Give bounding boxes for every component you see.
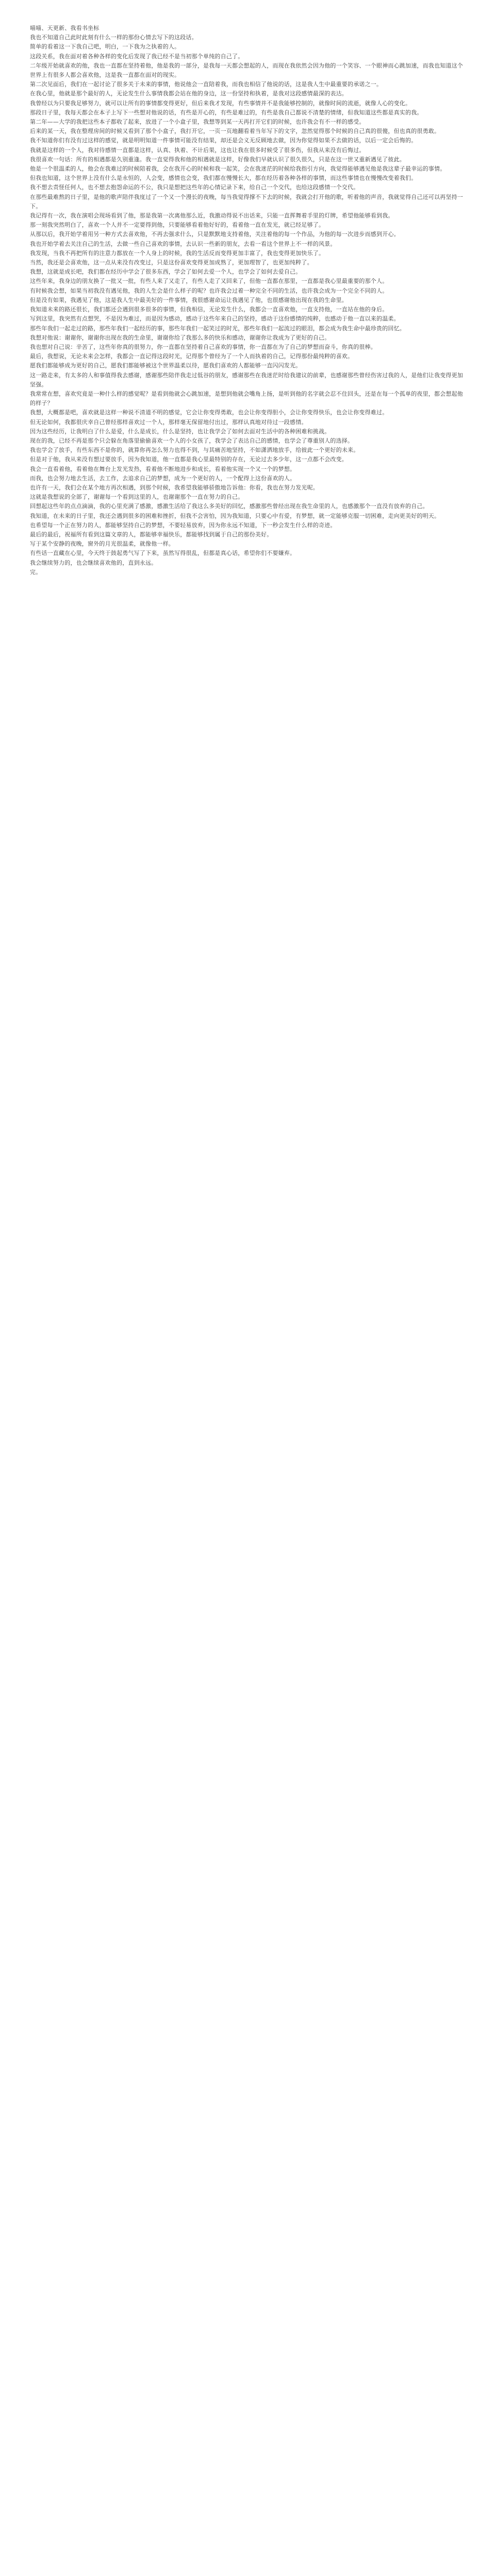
article-paragraph: 我会一直看着他，看着他在舞台上发光发热，看着他不断地进步和成长，看着他实现一个又一个的梦想。 — [30, 465, 296, 472]
article-paragraph: 我想，大概都是吧，喜欢就是这样一种说不清道不明的感觉，它会让你变得勇敢，也会让你变得胆小，会让你变得快乐，也会让你变得难过。 — [30, 409, 388, 416]
article-paragraph: 第二年——大学的我把这些本子都收了起来，放进了一个小盒子里，我想等到某一天再打开它们的时候，也许我会有不一样的感受。 — [30, 118, 365, 126]
article-paragraph: 但是对于他，我从来没有想过要放手，因为我知道，他一直都是我心里最特别的存在，无论过去多少年，这一点都不会改变。 — [30, 456, 348, 463]
article-paragraph: 简单的看着这一下我自己吧，明白，一下我为之执着的人。 — [30, 43, 180, 50]
article-paragraph: 最后的最后，祝福所有看到这篇文章的人，都能够幸福快乐，都能够找到属于自己的那份美好。 — [30, 531, 273, 538]
article-header: 喵喵、天更新、我看书坐标 — [30, 25, 100, 31]
article-paragraph: 现在的我，已经不再是那个只会躲在角落里偷偷喜欢一个人的小女孩了，我学会了表达自己的感情，也学会了尊重别人的选择。 — [30, 437, 354, 444]
article-paragraph: 但我也知道，这个世界上没有什么是永恒的，人会变，感情也会变，我们都在慢慢长大，都在经历着各种各样的事情，而这些事情也在慢慢改变着我们。 — [30, 175, 417, 182]
article-body — [30, 24, 466, 577]
article-paragraph: 我不想去责怪任何人，也不想去抱怨命运的不公，我只是想把这些年的心情记录下来，给自己一个交代，也给这段感情一个交代。 — [30, 184, 359, 191]
article-paragraph: 我也想对自己说：辛苦了，这些年你真的很努力，你一直都在坚持着自己喜欢的事情，你一直都在为了自己的梦想而奋斗，你真的很棒。 — [30, 343, 376, 350]
article-paragraph: 最后，我想说，无论未来会怎样，我都会一直记得这段时光，记得那个曾经为了一个人而执着的自己，记得那份最纯粹的喜欢。 — [30, 353, 354, 360]
article-paragraph: 有些话一直藏在心里，今天终于鼓起勇气写了下来，虽然写得很乱，但都是真心话，希望你们不要嫌弃。 — [30, 550, 296, 557]
article-paragraph: 在那些最难熬的日子里，是他的歌声陪伴我度过了一个又一个漫长的夜晚，每当我觉得撑不下去的时候，我就会打开他的歌，听着他的声音，我就觉得自己还可以再坚持一下。 — [30, 193, 463, 210]
article-paragraph: 写到这里，我突然有点想哭，不是因为难过，而是因为感动，感动于这些年来自己的坚持，感动于这份感情的纯粹，也感动于他一直以来的温柔。 — [30, 315, 400, 323]
article-paragraph: 这段关系，我在面对着各种各样的变化后发现了我已经不是当初那个单纯的自己了。 — [30, 53, 244, 60]
article-paragraph: 我会继续努力的，也会继续喜欢他的，直到永远。 — [30, 559, 157, 566]
article-paragraph: 从那以后，我开始学着用另一种方式去喜欢他，不再去强求什么，只是默默地支持着他，关注着他的每一个作品，为他的每一次进步而感到开心。 — [30, 231, 400, 238]
article-paragraph: 我也开始学着去关注自己的生活，去做一些自己喜欢的事情，去认识一些新的朋友，去看一看这个世界上不一样的风景。 — [30, 240, 336, 247]
article-paragraph: 我知道，在未来的日子里，我还会遇到很多的困难和挫折，但我不会害怕，因为我知道，只要心中有爱，有梦想，就一定能够克服一切困难，走向更美好的明天。 — [30, 512, 440, 519]
article-paragraph: 这就是我想说的全部了，谢谢每一个看到这里的人，也谢谢那个一直在努力的自己。 — [30, 494, 244, 501]
article-paragraph: 我曾经以为只要我足够努力，就可以让所有的事情都变得更好，但后来我才发现，有些事情并不是我能够控制的，就像时间的流逝，就像人心的变化。 — [30, 99, 411, 107]
article-paragraph: 这一路走来，有太多的人和事值得我去感谢，感谢那些陪伴我走过低谷的朋友，感谢那些在我迷茫时给我建议的前辈，也感谢那些曾经伤害过我的人，是他们让我变得更加坚强。 — [30, 371, 463, 388]
article-paragraph: 我很喜欢一句话：所有的相遇都是久别重逢。我一直觉得我和他的相遇就是这样，好像我们早就认识了很久很久，只是在这一世又重新遇见了彼此。 — [30, 156, 405, 163]
article-paragraph: 他是一个很温柔的人，他会在我难过的时候陪着我，会在我开心的时候和我一起笑，会在我迷茫的时候给我指引方向，我觉得能够遇见他是我这辈子最幸运的事情。 — [30, 165, 446, 173]
article-paragraph: 也希望每一个正在努力的人，都能够坚持自己的梦想，不要轻易放弃，因为你永远不知道，下一秒会发生什么样的奇迹。 — [30, 521, 336, 529]
article-paragraph: 我也学会了放手，有些东西不是你的，就算你再怎么努力也得不到，与其痛苦地坚持，不如潇洒地放手，给彼此一个更好的未来。 — [30, 447, 359, 454]
article-paragraph: 这些年来，我身边的朋友换了一批又一批，有些人来了又走了，有些人走了又回来了，但他一直都在那里，一直都是我心里最重要的那个人。 — [30, 278, 388, 285]
article-paragraph: 但是没有如果，我遇见了他，这是我人生中最美好的一件事情，我很感谢命运让我遇见了他，也很感谢他出现在我的生命里。 — [30, 296, 348, 303]
article-paragraph: 有时候我会想，如果当初我没有遇见他，我的人生会是什么样子的呢？也许我会过着一种完全不同的生活，也许我会成为一个完全不同的人。 — [30, 287, 388, 294]
article-paragraph: 第二次见面后，我们在一起讨论了很多关于未来的事情，他说他会一直陪着我，而我也相信了他说的话，这是我人生中最重要的承诺之一。 — [30, 81, 383, 88]
article-paragraph: 我记得有一次，我在演唱会现场看到了他，那是我第一次离他那么近，我激动得说不出话来，只能一直挥舞着手里的灯牌，希望他能够看到我。 — [30, 212, 394, 219]
article-paragraph: 但无论如何，我都很庆幸自己曾经那样喜欢过一个人，那样毫无保留地付出过，那样认真地对待过一段感情。 — [30, 418, 307, 426]
article-paragraph: 后来的某一天，我在整理房间的时候又看到了那个小盒子，我打开它，一页一页地翻看着当年写下的文字，忽然觉得那个时候的自己真的很傻，但也真的很勇敢。 — [30, 128, 440, 135]
article-paragraph: 那一刻我突然明白了，喜欢一个人并不一定要得到他，只要能够看着他好好的，看着他一直在发光，就已经足够了。 — [30, 222, 325, 229]
article-paragraph: 那些年我们一起走过的路，那些年我们一起经历的事，那些年我们一起笑过的时光，那些年我们一起流过的眼泪，都会成为我生命中最珍贵的回忆。 — [30, 325, 405, 332]
article-paragraph: 二年级开始就喜欢的他，我也一直都在坚持着他，他是我的一部分，是我每一天都会想起的人，而现在我依然会因为他的一个笑容、一个眼神而心跳加速，而我也知道这个世界上有很多人都会喜欢他，这是我一直都在面对的现实。 — [30, 62, 463, 79]
article-paragraph: 我想，这就是成长吧，我们都在经历中学会了很多东西，学会了如何去爱一个人，也学会了如何去爱自己。 — [30, 268, 302, 276]
article-paragraph: 当然，我还是会喜欢他，这一点从来没有改变过，只是这份喜欢变得更加成熟了，更加理智了，也更加纯粹了。 — [30, 259, 313, 266]
article-paragraph: 我想对他说：谢谢你，谢谢你出现在我的生命里，谢谢你给了我那么多的快乐和感动，谢谢你让我成为了更好的自己。 — [30, 334, 331, 341]
article-paragraph: 那段日子里，我每天都会在本子上写下一些想对他说的话，有些是开心的，有些是难过的，有些是我自己都说不清楚的情绪，但我知道这些都是真实的我。 — [30, 109, 423, 116]
article-paragraph: 我常常在想，喜欢究竟是一种什么样的感觉呢？是看到他就会心跳加速，是想到他就会嘴角上扬，是听到他的名字就会忍不住回头，还是在每一个孤单的夜里，都会想起他的样子？ — [30, 390, 463, 407]
article-paragraph: 我发现，当我不再把所有的注意力都放在一个人身上的时候，我的生活反而变得更加丰富了，我也变得更加快乐了。 — [30, 249, 325, 257]
article-paragraph: 在我心里，他就是那个最好的人，无论发生什么事情我都会站在他的身边，这一份坚持和执着，是我对这段感情最深的表达。 — [30, 90, 348, 97]
article-paragraph: 完。 — [30, 568, 42, 575]
article-paragraph: 我不知道你们有没有过这样的感觉，就是明明知道一件事情可能没有结果，却还是会义无反顾地去做，因为你觉得如果不去做的话，以后一定会后悔的。 — [30, 137, 417, 144]
article-paragraph: 因为这些经历，让我明白了什么是爱，什么是成长，什么是坚持，也让我学会了如何去面对生活中的各种困难和挑战。 — [30, 428, 331, 435]
article-paragraph: 我也不知道自己此时此刻有什么一样的那份心情去写下的这段话。 — [30, 34, 197, 41]
article-paragraph: 回想起这些年的点点滴滴，我的心里充满了感激，感激生活给了我这么多美好的回忆，感激那些曾经出现在我生命里的人，也感激那个一直没有放弃的自己。 — [30, 503, 428, 510]
article-paragraph: 也许有一天，我们会在某个地方再次相遇，到那个时候，我希望我能够骄傲地告诉他：你看，我也在努力发光呢。 — [30, 484, 319, 491]
article-paragraph: 我就是这样的一个人，我对待感情一直都是这样，认真、执着、不计后果，这也让我在很多时候受了很多伤，但我从来没有后悔过。 — [30, 146, 365, 154]
article-paragraph: 愿我们都能够成为更好的自己，愿我们都能够被这个世界温柔以待，愿我们喜欢的人都能够一直闪闪发光。 — [30, 362, 302, 369]
article-paragraph: 写于某个安静的夜晚，窗外的月光很温柔，就像他一样。 — [30, 540, 174, 548]
article-paragraph: 而我，也会努力地去生活，去工作，去追求自己的梦想，成为一个更好的人，一个配得上这份喜欢的人。 — [30, 474, 296, 482]
article-paragraph: 我知道未来的路还很长，我们都还会遇到很多很多的事情，但我相信，无论发生什么，我都会一直喜欢他，一直支持他，一直站在他的身后。 — [30, 306, 388, 313]
